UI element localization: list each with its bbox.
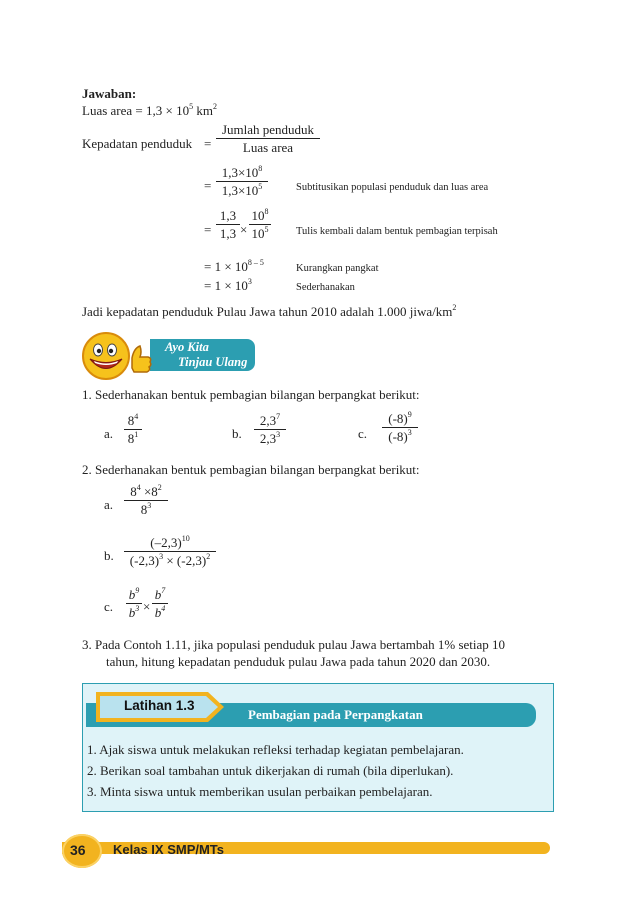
equals-sign-0: =	[204, 136, 212, 151]
fraction-denominator: $10^5$	[251, 225, 269, 241]
question-3-line2: tahun, hitung kepadatan penduduk pulau Jawa pada tahun 2020 dan 2030.	[106, 654, 491, 669]
fraction-bar	[382, 427, 418, 428]
kepadatan-label: Kepadatan penduduk	[82, 136, 193, 151]
fraction-bar	[124, 500, 168, 501]
step4-note: Sederhanakan	[296, 282, 355, 293]
q2c-fraction-1	[126, 587, 142, 620]
fraction-numerator: $10^8$	[251, 207, 269, 223]
fraction-jumlah-over-luas	[216, 122, 320, 155]
fraction-step1	[216, 165, 268, 198]
fraction-bar	[126, 603, 142, 604]
fraction-numerator: $b^7$	[154, 586, 166, 602]
fraction-denominator: $8^1$	[127, 430, 139, 446]
q2b-fraction	[124, 535, 216, 568]
q2a-fraction	[124, 484, 168, 517]
latihan-item: 2. Berikan soal tambahan untuk dikerjakan di rumah (bila diperlukan).	[87, 763, 454, 778]
q2c-label: c.	[104, 599, 114, 614]
q2b-label: b.	[104, 548, 114, 563]
latihan-title: Pembagian pada Perpangkatan	[248, 707, 423, 722]
fraction-step2-a	[216, 208, 240, 241]
fraction-numerator: $2,3^7$	[259, 412, 281, 428]
times-sign: ×	[240, 222, 248, 237]
latihan-item: 1. Ajak siswa untuk melakukan refleksi terhadap kegiatan pembelajaran.	[87, 742, 464, 757]
luas-area-line	[82, 103, 217, 119]
luas-text: Luas area = 1,3 × 10	[82, 103, 190, 118]
q1b-label: b.	[232, 426, 242, 441]
q1a-label: a.	[104, 426, 114, 441]
ayo-line1: Ayo Kita	[165, 340, 209, 354]
fraction-numerator: $8^4$	[127, 412, 139, 428]
answer-heading: Jawaban:	[82, 86, 137, 101]
luas-unit: km	[193, 103, 213, 118]
fraction-numerator: $(-8)^9$	[388, 410, 412, 426]
q2c-times: ×	[143, 599, 151, 614]
equals-sign-1: =	[204, 178, 212, 193]
fraction-bar	[216, 138, 320, 139]
equals-sign-2: =	[204, 222, 212, 237]
conclusion-text: Jadi kepadatan penduduk Pulau Jawa tahun 2010 adalah 1.000 jiwa/$km^2$	[82, 303, 457, 319]
page-number: 36	[70, 842, 86, 858]
fraction-denominator: $8^3$	[140, 501, 152, 517]
question-3-line1: 3. Pada Contoh 1.11, jika populasi penduduk pulau Jawa bertambah 1% setiap 10	[82, 637, 506, 652]
fraction-numerator: $1,3\times 10^8$	[221, 164, 263, 180]
fraction-step2-b	[249, 208, 271, 241]
footer-book-title: Kelas IX SMP/MTs	[113, 842, 225, 857]
fraction-numerator: $b^9$	[128, 586, 140, 602]
ayo-line2: Tinjau Ulang	[178, 355, 248, 369]
luas-exp: 5	[189, 102, 194, 111]
q1b-fraction	[254, 413, 286, 446]
fraction-denominator: Luas area	[242, 140, 294, 155]
fraction-bar	[152, 603, 168, 604]
smiley-thumbs-up-icon	[80, 330, 156, 382]
step4-expression: = $1 \times 10^3$	[204, 277, 252, 293]
step3-note: Kurangkan pangkat	[296, 263, 379, 274]
fraction-denominator: 1,3	[219, 226, 237, 241]
fraction-denominator: $2,3^3$	[259, 430, 281, 446]
fraction-numerator: $(-2,3)^{10}$	[150, 534, 190, 550]
fraction-denominator: $b^4$	[154, 604, 166, 620]
fraction-numerator: $8^4 \times 8^2$	[130, 483, 162, 499]
fraction-bar	[124, 429, 142, 430]
fraction-denominator: $b^3$	[128, 604, 140, 620]
latihan-tab-label: Latihan 1.3	[124, 698, 195, 713]
step3-expression: = $1 \times 10^{8 - 5}$	[204, 258, 264, 274]
latihan-item: 3. Minta siswa untuk memberikan usulan perbaikan pembelajaran.	[87, 784, 433, 799]
fraction-denominator: $(-2,3)^3 \times (-2,3)^2$	[129, 552, 211, 568]
step2-note: Tulis kembali dalam bentuk pembagian terpisah	[296, 226, 498, 237]
q1c-label: c.	[358, 426, 368, 441]
q2c-fraction-2	[152, 587, 168, 620]
fraction-bar	[216, 224, 240, 225]
q1a-fraction	[124, 413, 142, 446]
fraction-denominator: $1,3\times 10^5$	[221, 182, 263, 198]
fraction-bar	[254, 429, 286, 430]
question-2: 2. Sederhanakan bentuk pembagian bilangan berpangkat berikut:	[82, 462, 420, 477]
q1c-fraction	[382, 411, 418, 444]
fraction-bar	[124, 551, 216, 552]
luas-unit-exp: 2	[212, 102, 217, 111]
fraction-numerator: 1,3	[219, 208, 237, 223]
fraction-denominator: $(-8)^3$	[388, 428, 412, 444]
fraction-numerator: Jumlah penduduk	[221, 122, 315, 137]
step1-note: Subtitusikan populasi penduduk dan luas area	[296, 182, 489, 193]
q2a-label: a.	[104, 497, 114, 512]
question-1: 1. Sederhanakan bentuk pembagian bilangan berpangkat berikut:	[82, 387, 420, 402]
